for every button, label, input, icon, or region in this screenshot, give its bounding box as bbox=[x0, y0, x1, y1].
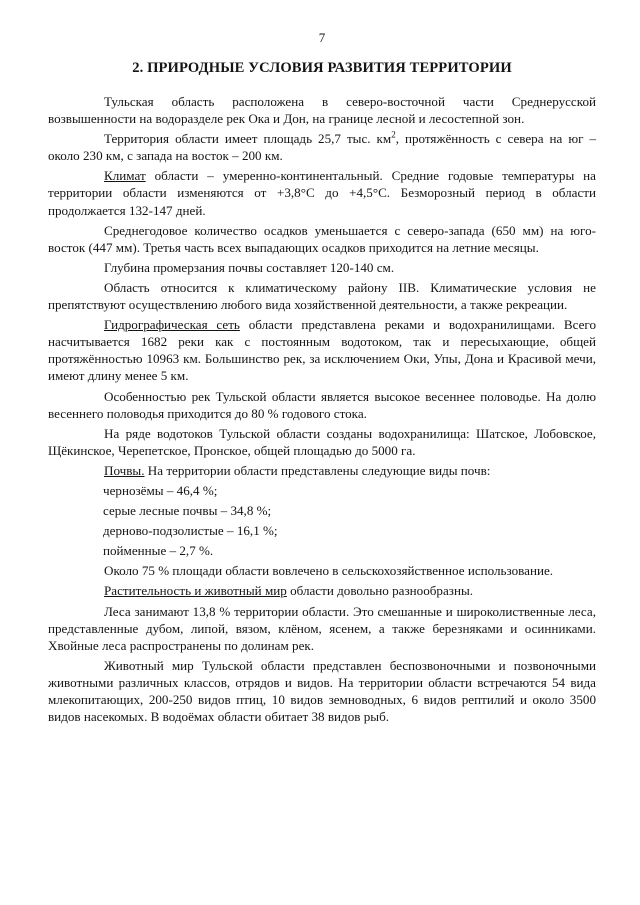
paragraph-hydrography bbox=[48, 316, 596, 384]
paragraph-fauna: Животный мир Тульской области представлен беспозвоночными и позвоночными животными различных классов, отрядов и видов. На территории области встречаются 54 вида млекопитающих, 200-250 видов птиц, 10 видов земноводных, 6 видов рептилий и около 3500 видов насекомых. В водоёмах области обитает 38 видов рыб. bbox=[48, 657, 596, 725]
page-number: 7 bbox=[318, 30, 326, 45]
paragraph-climatic-region: Область относится к климатическому району IIВ. Климатические условия не препятствуют осуществлению любого вида хозяйственной деятельности, а также рекреации. bbox=[48, 279, 596, 313]
paragraph-flora-fauna bbox=[48, 582, 596, 599]
hydrography-text: области представлена реками и водохранилищами. Всего насчитывается 1682 реки как с постоянным водотоком, так и пересыхающие, общей протяжённостью 10963 км. Большинство рек, за исключением Оки, Упы, Дона и Красивой мечи, имеют длину менее 5 км. bbox=[48, 317, 596, 384]
flora-fauna-term: Растительность и животный мир bbox=[104, 583, 287, 599]
soil-item: серые лесные почвы – 34,8 %; bbox=[103, 503, 272, 519]
section-heading: 2. ПРИРОДНЫЕ УСЛОВИЯ РАЗВИТИЯ ТЕРРИТОРИИ bbox=[132, 60, 512, 76]
paragraph-area bbox=[48, 130, 596, 164]
paragraph-precipitation: Среднегодовое количество осадков уменьшается с северо-запада (650 мм) на юго-восток (447 мм). Третья часть всех выпадающих осадков приходится на летние месяцы. bbox=[48, 222, 596, 255]
soils-term: Почвы. bbox=[104, 462, 145, 478]
soils-text: На территории области представлены следующие виды почв: bbox=[144, 462, 491, 478]
area-text-start: Территория области имеет площадь 25,7 тыс. км bbox=[104, 131, 392, 147]
climate-text: области – умеренно-континентальный. Средние годовые температуры на территории области изменяются от +3,8°С до +4,5°С. Безморозный период в области продолжается 132-147 дней. bbox=[48, 168, 596, 218]
climate-term: Климат bbox=[104, 168, 146, 184]
paragraph-location: Тульская область расположена в северо-восточной части Среднерусской возвышенности на водоразделе рек Ока и Дон, на границе лесной и лесостепной зон. bbox=[48, 94, 596, 127]
paragraph-forests: Леса занимают 13,8 % территории области. Это смешанные и широколиственные леса, представленные дубом, липой, вязом, клёном, ясенем, а также березняками и осинниками. Хвойные леса распространены по долинам рек. bbox=[48, 603, 596, 653]
paragraph-flood: Особенностью рек Тульской области является высокое весеннее половодье. На долю весеннего половодья приходится до 80 % годового стока. bbox=[48, 388, 596, 421]
area-text-end: , протяжённость с севера на юг – около 230 км, с запада на восток – 200 км. bbox=[48, 131, 596, 164]
paragraph-climate bbox=[48, 167, 596, 218]
soil-item: дерново-подзолистые – 16,1 %; bbox=[103, 523, 278, 539]
paragraph-reservoirs: На ряде водотоков Тульской области созданы водохранилища: Шатское, Лобовское, Щёкинское, Черепетское, Пронское, общей площадью до 5000 га. bbox=[48, 425, 596, 458]
paragraph-frost-depth: Глубина промерзания почвы составляет 120-140 см. bbox=[104, 259, 395, 275]
paragraph-soils bbox=[48, 462, 596, 479]
soil-item: чернозёмы – 46,4 %; bbox=[103, 482, 218, 498]
flora-fauna-text: области довольно разнообразны. bbox=[286, 583, 474, 599]
area-superscript: 2 bbox=[391, 129, 396, 140]
paragraph-agriculture: Около 75 % площади области вовлечено в сельскохозяйственное использование. bbox=[104, 563, 554, 579]
soil-item: пойменные – 2,7 %. bbox=[103, 543, 214, 559]
hydrography-term: Гидрографическая сеть bbox=[104, 317, 240, 333]
